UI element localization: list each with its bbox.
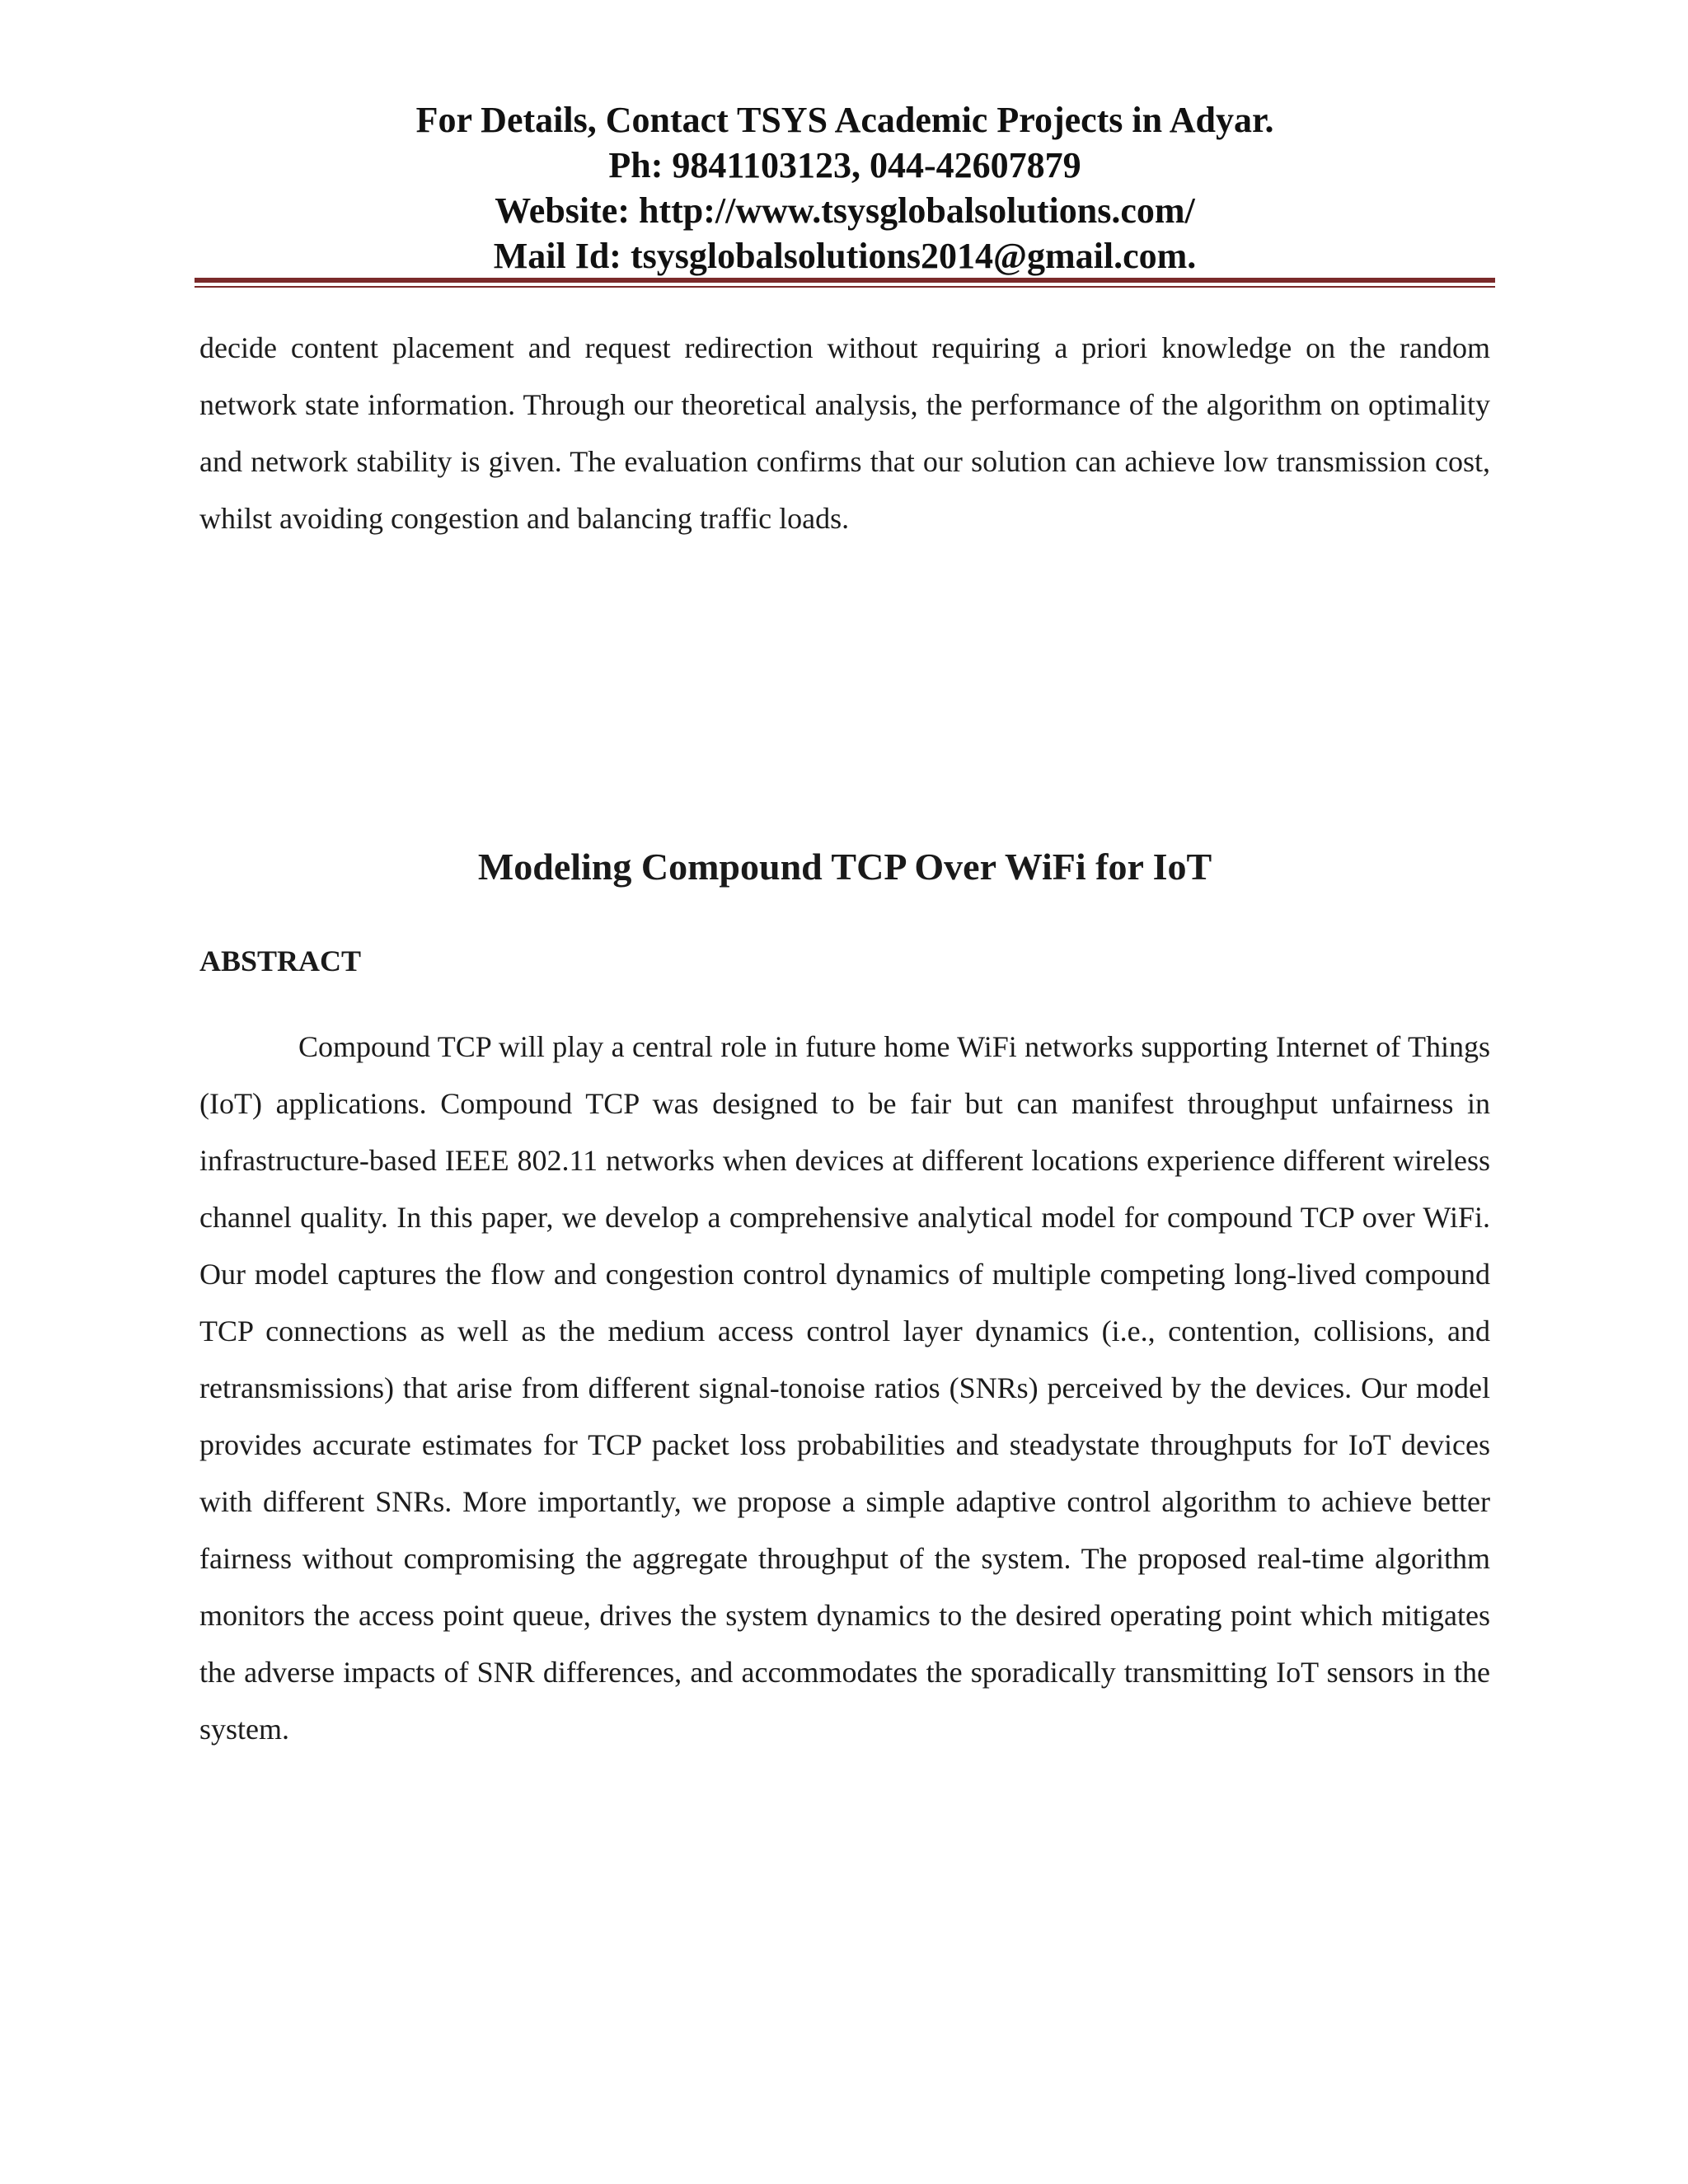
header-email-line: Mail Id: tsysglobalsolutions2014@gmail.com. [493, 236, 1197, 276]
header-divider-thin [195, 286, 1495, 288]
header-contact-line: For Details, Contact TSYS Academic Projects in Adyar. [415, 100, 1274, 140]
abstract-heading: ABSTRACT [199, 944, 362, 977]
intro-paragraph: decide content placement and request redirection without requiring a priori knowledge on the random network state information. Through our theoretical analysis, the performance of the algorithm on optimality and network stability is given. The evaluation confirms that our solution can achieve low transmission cost, whilst avoiding congestion and balancing traffic loads. [199, 331, 1490, 535]
header-divider-thick [195, 278, 1495, 283]
header-phone-line: Ph: 9841103123, 044-42607879 [608, 145, 1081, 185]
contact-header [198, 97, 1492, 279]
abstract-paragraph: Compound TCP will play a central role in future home WiFi networks supporting Internet of Things (IoT) applications. Compound TCP was designed to be fair but can manifest throughput unfairness in infrastructure-based IEEE 802.11 networks when devices at different locations experience different wireless channel quality. In this paper, we develop a comprehensive analytical model for compound TCP over WiFi. Our model captures the flow and congestion control dynamics of multiple competing long-lived compound TCP connections as well as the medium access control layer dynamics (i.e., contention, collisions, and retransmissions) that arise from different signal-tonoise ratios (SNRs) perceived by the devices. Our model provides accurate estimates for TCP packet loss probabilities and steadystate throughputs for IoT devices with different SNRs. More importantly, we propose a simple adaptive control algorithm to achieve better fairness without compromising the aggregate throughput of the system. The proposed real-time algorithm monitors the access point queue, drives the system dynamics to the desired operating point which mitigates the adverse impacts of SNR differences, and accommodates the sporadically transmitting IoT sensors in the system. [199, 1030, 1490, 1746]
paper-title: Modeling Compound TCP Over WiFi for IoT [477, 846, 1212, 888]
header-website-line: Website: http://www.tsysglobalsolutions.com/ [495, 190, 1195, 231]
